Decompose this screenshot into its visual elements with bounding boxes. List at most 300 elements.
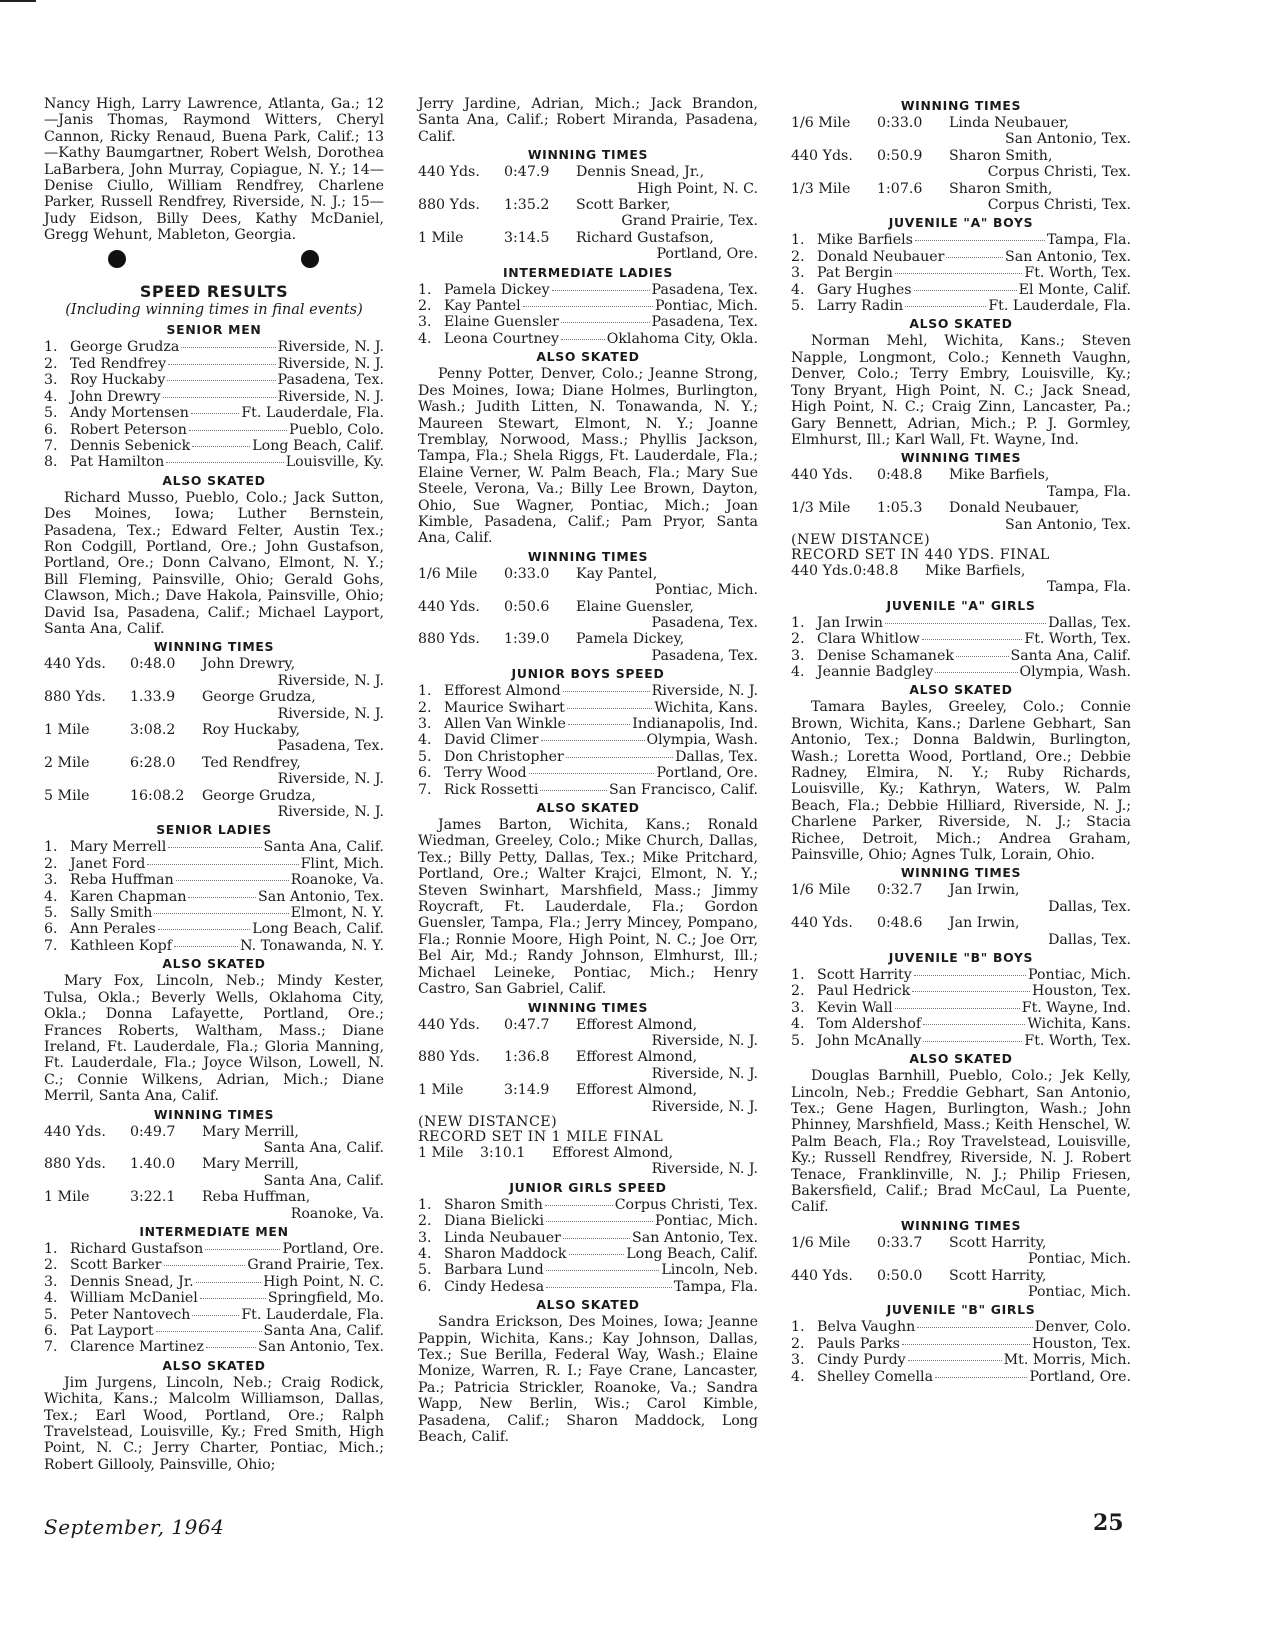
winning-time-row: [44, 689, 384, 722]
result-row: [418, 782, 758, 798]
result-row: [791, 615, 1131, 631]
result-row: [418, 282, 758, 298]
time-location: Riverside, N. J.: [277, 804, 384, 821]
place-number: 2.: [418, 1213, 432, 1230]
time-skater: Mary Merrill,: [202, 1156, 299, 1173]
time-distance: 2 Mile: [44, 754, 90, 771]
skater-location: Grand Prairie, Tex.: [247, 1257, 384, 1274]
leader-dots: [147, 864, 298, 865]
skater-name: Tom Aldershof: [817, 1016, 922, 1033]
place-number: 7.: [44, 437, 58, 454]
result-row: [791, 1319, 1131, 1335]
place-number: 3.: [418, 314, 432, 331]
leader-dots: [166, 462, 283, 463]
skater-location: San Antonio, Tex.: [632, 1229, 758, 1246]
place-number: 4.: [791, 1016, 805, 1033]
time-location: Pontiac, Mich.: [1028, 1251, 1131, 1268]
time-location: San Antonio, Tex.: [1005, 131, 1131, 148]
place-number: 1.: [44, 1240, 58, 1257]
skater-name: Dennis Snead, Jr.: [70, 1273, 194, 1290]
also-skated-list: Tamara Bayles, Greeley, Colo.; Connie Brown, Wichita, Kans.; Darlene Gebhart, San Antonio, Tex.; Donna Baldwin, Burlington, Wash.; Loretta Wood, Portland, Ore.; Debbie Radney, Elmira, N. Y.; Ruby Richards, Louisville, Ky.; Kathryn, Waters, W. Palm Beach, Fla.; Debbie Hilliard, Riverside, N. J.; Charlene Parker, Riverside, N. J.; Stacia Richee, Detroit, Mich.; Andrea Graham, Painsville, Ohio; Agnes Tulk, Lorain, Ohio.: [791, 699, 1131, 864]
place-number: 1.: [418, 683, 432, 700]
result-row: [791, 282, 1131, 298]
skater-name: Shelley Comella: [817, 1368, 934, 1385]
winning-time-row: [791, 882, 1131, 915]
skater-name: Cindy Hedesa: [444, 1278, 545, 1295]
skater-location: San Antonio, Tex.: [1005, 248, 1131, 265]
leader-dots: [192, 446, 250, 447]
skater-name: David Climer: [444, 732, 539, 749]
place-number: 2.: [791, 983, 805, 1000]
skater-name: Pamela Dickey: [444, 281, 550, 298]
place-number: 4.: [791, 281, 805, 298]
winning-time-row: [791, 148, 1131, 181]
skater-location: Santa Ana, Calif.: [1010, 647, 1131, 664]
place-number: 1.: [791, 967, 805, 984]
time-value: 0:50.6: [504, 598, 550, 615]
skater-location: Elmont, N. Y.: [290, 905, 384, 922]
time-skater: Efforest Almond,: [576, 1082, 698, 1099]
result-row: [44, 1290, 384, 1306]
skater-location: Dallas, Tex.: [675, 748, 758, 765]
time-distance: 440 Yds.: [791, 915, 853, 932]
leader-dots: [935, 1377, 1027, 1378]
place-number: 4.: [418, 732, 432, 749]
section-junior-boys: [418, 666, 758, 1178]
skater-name: Clara Whitlow: [817, 631, 920, 648]
time-skater: Sharon Smith,: [949, 147, 1053, 164]
place-number: 6.: [44, 421, 58, 438]
time-distance: 440 Yds.: [791, 467, 853, 484]
place-number: 2.: [44, 855, 58, 872]
speed-results-title: SPEED RESULTS: [139, 281, 289, 301]
time-value: 3:14.5: [504, 229, 550, 246]
section-juvenile-b-girls: [791, 1302, 1131, 1385]
time-value: 3:22.1: [130, 1189, 176, 1206]
leader-dots: [561, 339, 605, 340]
also-skated-header: ALSO SKATED: [909, 682, 1013, 698]
winning-time-row: [418, 1082, 758, 1115]
result-row: [791, 298, 1131, 314]
skater-location: El Monte, Calif.: [1018, 281, 1131, 298]
skater-name: Gary Hughes: [817, 281, 912, 298]
skater-name: Rick Rossetti: [444, 781, 539, 798]
leader-dots: [154, 913, 288, 914]
skater-name: Scott Harrity: [817, 967, 912, 984]
section-junior-girls: [418, 1180, 758, 1446]
result-row: [791, 1336, 1131, 1352]
also-skated-list: Richard Musso, Pueblo, Colo.; Jack Sutton, Des Moines, Iowa; Luther Bernstein, Pasadena, Tex.; Edward Felter, Austin Tex.; Ron Codgill, Portland, Ore.; John Gustafson, Portland, Ore.; Donn Calvano, Elmont, N. Y.; Bill Fleming, Painsville, Ohio; Gerald Gohs, Clawson, Mich.; Dave Hakola, Painsville, Ohio; David Isa, Pasadena, Calif.; Michael Layport, Santa Ana, Calif.: [44, 489, 384, 637]
also-skated-header: ALSO SKATED: [162, 1357, 266, 1373]
skater-location: Ft. Worth, Tex.: [1024, 631, 1131, 648]
skater-location: San Antonio, Tex.: [258, 1339, 384, 1356]
skater-name: Sharon Maddock: [444, 1245, 567, 1262]
result-row: [791, 631, 1131, 647]
place-number: 2.: [418, 699, 432, 716]
time-distance: 1/6 Mile: [791, 882, 851, 899]
time-location: Riverside, N. J.: [277, 705, 384, 722]
place-number: 3.: [791, 999, 805, 1016]
winning-time-row: [44, 722, 384, 755]
result-row: [791, 1000, 1131, 1016]
skater-location: Corpus Christi, Tex.: [614, 1196, 758, 1213]
skater-name: Larry Radin: [817, 298, 904, 315]
time-value: 0:47.9: [504, 164, 550, 181]
time-location: Dallas, Tex.: [1048, 931, 1131, 948]
skater-name: Pat Hamilton: [70, 454, 165, 471]
result-row: [44, 872, 384, 888]
time-skater: Reba Huffman,: [202, 1189, 311, 1206]
result-row: [418, 683, 758, 699]
time-distance: 440 Yds.: [418, 598, 480, 615]
record-distance: 1 Mile: [418, 1144, 464, 1161]
skater-location: Long Beach, Calif.: [252, 921, 384, 938]
skater-location: Lincoln, Neb.: [661, 1262, 758, 1279]
section-title: SENIOR MEN: [166, 322, 262, 338]
skater-name: Allen Van Winkle: [444, 716, 566, 732]
time-location: Pasadena, Tex.: [277, 738, 384, 755]
time-skater: Richard Gustafson,: [576, 229, 714, 246]
leader-dots: [176, 880, 289, 881]
time-value: 0:47.7: [504, 1016, 550, 1033]
time-distance: 1/6 Mile: [418, 565, 478, 582]
skater-name: Kevin Wall: [817, 999, 893, 1016]
result-row: [44, 856, 384, 872]
time-value: 0:49.7: [130, 1123, 176, 1140]
skater-location: Ft. Lauderdale, Fla.: [241, 1306, 384, 1323]
place-number: 7.: [44, 1339, 58, 1356]
section-intermediate-men-times: [418, 147, 758, 262]
time-location: Pasadena, Tex.: [651, 614, 758, 631]
time-value: 16:08.2: [130, 787, 185, 804]
time-distance: 880 Yds.: [418, 1049, 480, 1066]
record-note: RECORD SET IN 440 YDS. FINAL: [791, 546, 1050, 563]
time-value: 1.40.0: [130, 1156, 176, 1173]
time-skater: Pamela Dickey,: [576, 631, 685, 648]
time-skater: John Drewry,: [202, 656, 296, 673]
leader-dots: [915, 240, 1045, 241]
leader-dots: [567, 708, 653, 709]
result-row: [791, 967, 1131, 983]
time-value: 3:14.9: [504, 1082, 550, 1099]
result-row: [791, 1352, 1131, 1368]
result-row: [791, 648, 1131, 664]
skater-name: Mike Barfiels: [817, 232, 913, 249]
result-row: [44, 339, 384, 355]
result-row: [791, 265, 1131, 281]
skater-name: Reba Huffman: [70, 872, 174, 889]
time-location: Santa Ana, Calif.: [263, 1139, 384, 1156]
time-skater: Mary Merrill,: [202, 1123, 299, 1140]
time-location: Roanoke, Va.: [290, 1205, 384, 1222]
also-skated-list: Jim Jurgens, Lincoln, Neb.; Craig Rodick, Wichita, Kans.; Malcolm Williamson, Dallas, Tex.; Earl Wood, Portland, Ore.; Ralph Travelstead, Louisville, Ky.; Fred Smith, High Point, N. C.; Jerry Charter, Pontiac, Mich.; Robert Gillooly, Painsville, Ohio;: [44, 1374, 384, 1473]
place-number: 3.: [44, 872, 58, 889]
time-skater: Roy Huckaby,: [202, 722, 300, 738]
record-skater: Mike Barfiels,: [925, 562, 1026, 579]
leader-dots: [546, 1270, 660, 1271]
skater-name: Robert Peterson: [70, 421, 187, 438]
place-number: 6.: [44, 921, 58, 938]
result-row: [418, 716, 758, 732]
skater-location: Flint, Mich.: [300, 855, 384, 872]
place-number: 7.: [418, 781, 432, 798]
time-distance: 1 Mile: [44, 722, 90, 738]
time-value: 1:07.6: [877, 180, 923, 197]
leader-dots: [563, 1238, 630, 1239]
also-skated-header: ALSO SKATED: [909, 1051, 1013, 1067]
winning-time-row: [791, 915, 1131, 948]
skater-location: Long Beach, Calif.: [626, 1245, 758, 1262]
leader-dots: [914, 975, 1026, 976]
leader-dots: [206, 1347, 256, 1348]
time-location: Riverside, N. J.: [651, 1098, 758, 1115]
skater-name: Terry Wood: [444, 765, 527, 782]
leader-dots: [905, 306, 986, 307]
column-2: [418, 96, 758, 1445]
skater-name: Sharon Smith: [444, 1196, 543, 1213]
winning-times-header: WINNING TIMES: [900, 450, 1022, 466]
place-number: 5.: [418, 1262, 432, 1279]
winning-time-row: [791, 467, 1131, 500]
winning-time-row: [418, 197, 758, 230]
section-intermediate-men: [44, 1224, 384, 1473]
skater-location: Ft. Lauderdale, Fla.: [988, 298, 1131, 315]
time-distance: 1 Mile: [418, 229, 464, 246]
skater-name: Clarence Martinez: [70, 1339, 205, 1356]
top-rule: [0, 0, 36, 2]
place-number: 5.: [44, 1306, 58, 1323]
place-number: 6.: [44, 1323, 58, 1339]
section-title: JUNIOR BOYS SPEED: [511, 666, 665, 682]
time-distance: 440 Yds.: [418, 164, 480, 181]
intro-paragraph: Nancy High, Larry Lawrence, Atlanta, Ga.; 12—Janis Thomas, Raymond Witters, Cheryl Cannon, Ricky Renaud, Buena Park, Calif.; 13—Kathy Baumgartner, Robert Welsh, Dorothea LaBarbera, John Murray, Copiague, N. Y.; 14—Denise Ciullo, William Rendfrey, Charlene Parker, Russell Rendfrey, Riverside, N. J.; 15—Judy Eidson, Billy Dees, Kathy McDaniel, Gregg Wehunt, Mableton, Georgia.: [44, 96, 384, 244]
skater-name: Dennis Sebenick: [70, 437, 191, 454]
column-1: [44, 96, 384, 1473]
leader-dots: [895, 273, 1022, 274]
footer-date: September, 1964: [44, 1515, 225, 1539]
place-number: 1.: [418, 1196, 432, 1213]
leader-dots: [561, 322, 650, 323]
leader-dots: [181, 347, 275, 348]
skater-name: Jeannie Badgley: [817, 663, 934, 680]
skater-name: Pauls Parks: [817, 1335, 900, 1352]
place-number: 3.: [44, 1273, 58, 1290]
time-value: 1:39.0: [504, 631, 550, 648]
time-distance: 1/6 Mile: [791, 115, 851, 131]
section-title: INTERMEDIATE LADIES: [502, 264, 674, 280]
skater-location: Olympia, Wash.: [646, 732, 758, 749]
place-number: 5.: [418, 748, 432, 765]
leader-dots: [569, 1254, 625, 1255]
skater-name: Linda Neubauer: [444, 1229, 561, 1246]
skater-name: John Drewry: [70, 388, 161, 405]
skater-name: Pat Bergin: [817, 265, 893, 282]
skater-location: Pasadena, Tex.: [651, 314, 758, 331]
place-number: 2.: [791, 1335, 805, 1352]
leader-dots: [541, 740, 645, 741]
time-value: 0:48.0: [130, 656, 176, 673]
also-skated-list: Sandra Erickson, Des Moines, Iowa; Jeanne Pappin, Wichita, Kans.; Kay Johnson, Dallas, Tex.; Sue Berilla, Federal Way, Wash.; Elaine Monize, Warren, R. I.; Faye Crane, Lancaster, Pa.; Patricia Strickler, Roanoke, Va.; Sandra Wapp, New Berlin, Wis.; Carol Kimble, Pasadena, Calif.; Sharon Maddock, Long Beach, Calif.: [418, 1314, 758, 1446]
place-number: 6.: [418, 765, 432, 782]
winning-time-row: [791, 1268, 1131, 1301]
time-value: 0:33.0: [877, 115, 923, 131]
skater-location: San Antonio, Tex.: [258, 888, 384, 905]
place-number: 2.: [44, 1257, 58, 1274]
leader-dots: [174, 946, 238, 947]
result-row: [418, 700, 758, 716]
leader-dots: [552, 290, 650, 291]
skater-name: Cindy Purdy: [817, 1352, 906, 1369]
result-row: [418, 1197, 758, 1213]
time-value: 0:33.0: [504, 565, 550, 582]
result-row: [44, 356, 384, 372]
skater-name: Elaine Guensler: [444, 314, 559, 331]
time-distance: 440 Yds.: [791, 147, 853, 164]
result-row: [44, 422, 384, 438]
place-number: 2.: [418, 298, 432, 315]
skater-location: Pontiac, Mich.: [1028, 967, 1131, 984]
place-number: 2.: [44, 355, 58, 372]
leader-dots: [885, 623, 1046, 624]
place-number: 7.: [44, 937, 58, 954]
result-row: [44, 454, 384, 470]
skater-location: Riverside, N. J.: [651, 683, 758, 700]
result-row: [44, 921, 384, 937]
time-value: 0:48.8: [877, 467, 923, 484]
also-skated-list: Douglas Barnhill, Pueblo, Colo.; Jek Kelly, Lincoln, Neb.; Freddie Gebhart, San Antonio, Tex.; Gene Hagen, Burlington, Wash.; John Phinney, Marshfield, Mass.; Keith Henschel, W. Palm Beach, Fla.; Roy Travelstead, Louisville, Ky.; Russell Rendfrey, Riverside, N. J. Robert Tenace, Franklinville, N. J.; Philip Friesen, Bakersfield, Calif.; Brad McCaul, La Puente, Calif.: [791, 1068, 1131, 1216]
winning-times-header: WINNING TIMES: [900, 865, 1022, 881]
leader-dots: [158, 929, 250, 930]
leader-dots: [546, 1221, 653, 1222]
place-number: 3.: [44, 372, 58, 389]
leader-dots: [163, 397, 276, 398]
bullet-icon: [108, 250, 126, 268]
new-distance-note: (NEW DISTANCE): [791, 531, 931, 548]
record-time: 0:48.8: [853, 562, 899, 579]
leader-dots: [156, 1331, 262, 1332]
time-location: Riverside, N. J.: [277, 771, 384, 788]
time-distance: 880 Yds.: [418, 631, 480, 648]
time-value: 1.33.9: [130, 689, 176, 706]
time-location: Pontiac, Mich.: [655, 582, 758, 599]
skater-location: Pontiac, Mich.: [655, 1213, 758, 1230]
also-skated-header: ALSO SKATED: [162, 956, 266, 972]
winning-time-row: [44, 1156, 384, 1189]
section-title: JUNIOR GIRLS SPEED: [509, 1179, 667, 1195]
result-row: [418, 1262, 758, 1278]
place-number: 3.: [418, 1229, 432, 1246]
winning-times-header: WINNING TIMES: [527, 999, 649, 1015]
record-time: 3:10.1: [480, 1144, 526, 1161]
skater-location: Ft. Lauderdale, Fla.: [241, 405, 384, 422]
section-title: SENIOR LADIES: [156, 822, 272, 838]
place-number: 5.: [791, 298, 805, 315]
skater-name: Jan Irwin: [817, 614, 883, 631]
section-title: JUVENILE "A" GIRLS: [886, 597, 1036, 613]
place-number: 2.: [791, 248, 805, 265]
skater-location: Indianapolis, Ind.: [632, 716, 758, 732]
leader-dots: [546, 1287, 672, 1288]
result-row: [44, 839, 384, 855]
leader-dots: [191, 413, 239, 414]
section-juvenile-a-girls: [791, 598, 1131, 948]
skater-name: Leona Courtney: [444, 330, 560, 347]
leader-dots: [917, 1327, 1032, 1328]
skater-name: Karen Chapman: [70, 888, 187, 905]
skater-location: Springfield, Mo.: [267, 1290, 384, 1307]
skater-location: Wichita, Kans.: [1027, 1016, 1131, 1033]
winning-times-header: WINNING TIMES: [527, 548, 649, 564]
result-row: [44, 938, 384, 954]
result-row: [418, 732, 758, 748]
skater-name: Kathleen Kopf: [70, 937, 172, 954]
time-value: 1:36.8: [504, 1049, 550, 1066]
skater-location: Wichita, Kans.: [654, 699, 758, 716]
result-row: [44, 438, 384, 454]
skater-name: Andy Mortensen: [70, 405, 189, 422]
skater-name: Efforest Almond: [444, 683, 561, 700]
skater-name: Pat Layport: [70, 1323, 154, 1339]
leader-dots: [902, 1344, 1030, 1345]
section-title: JUVENILE "B" BOYS: [888, 950, 1034, 966]
leader-dots: [523, 306, 653, 307]
time-location: Riverside, N. J.: [651, 1032, 758, 1049]
time-value: 6:28.0: [130, 754, 176, 771]
place-number: 3.: [791, 647, 805, 664]
leader-dots: [956, 656, 1009, 657]
leader-dots: [568, 724, 630, 725]
skater-location: Portland, Ore.: [656, 765, 758, 782]
leader-dots: [196, 1282, 261, 1283]
result-row: [44, 1323, 384, 1339]
time-skater: Donald Neubauer,: [949, 500, 1080, 517]
time-location: Corpus Christi, Tex.: [987, 164, 1131, 181]
time-skater: Scott Harrity,: [949, 1234, 1047, 1251]
leader-dots: [200, 1298, 266, 1299]
time-skater: Scott Barker,: [576, 197, 671, 214]
time-skater: Jan Irwin,: [949, 915, 1020, 932]
place-number: 8.: [44, 454, 58, 471]
leader-dots: [168, 847, 261, 848]
section-intermediate-ladies: [418, 265, 758, 665]
time-value: 0:50.0: [877, 1267, 923, 1284]
winning-time-row: [44, 1189, 384, 1222]
skater-name: Sally Smith: [70, 905, 153, 922]
skater-location: Tampa, Fla.: [673, 1278, 758, 1295]
section-junior-girls-times: [791, 98, 1131, 213]
result-row: [418, 1279, 758, 1295]
place-number: 4.: [418, 330, 432, 347]
leader-dots: [914, 290, 1017, 291]
speed-results-subtitle: (Including winning times in final events): [65, 302, 363, 319]
time-skater: Elaine Guensler,: [576, 598, 694, 615]
place-number: 4.: [791, 663, 805, 680]
leader-dots: [908, 1360, 1002, 1361]
time-location: Santa Ana, Calif.: [263, 1172, 384, 1189]
skater-location: Pasadena, Tex.: [651, 281, 758, 298]
section-title: JUVENILE "B" GIRLS: [886, 1302, 1036, 1318]
skater-location: Pueblo, Colo.: [289, 421, 384, 438]
skater-name: Denise Schamanek: [817, 647, 954, 664]
result-row: [44, 389, 384, 405]
time-skater: George Grudza,: [202, 787, 316, 804]
result-row: [44, 1257, 384, 1273]
result-row: [418, 765, 758, 781]
skater-name: Scott Barker: [70, 1257, 162, 1274]
place-number: 1.: [44, 839, 58, 856]
place-number: 5.: [44, 905, 58, 922]
winning-time-row: [791, 500, 1131, 533]
